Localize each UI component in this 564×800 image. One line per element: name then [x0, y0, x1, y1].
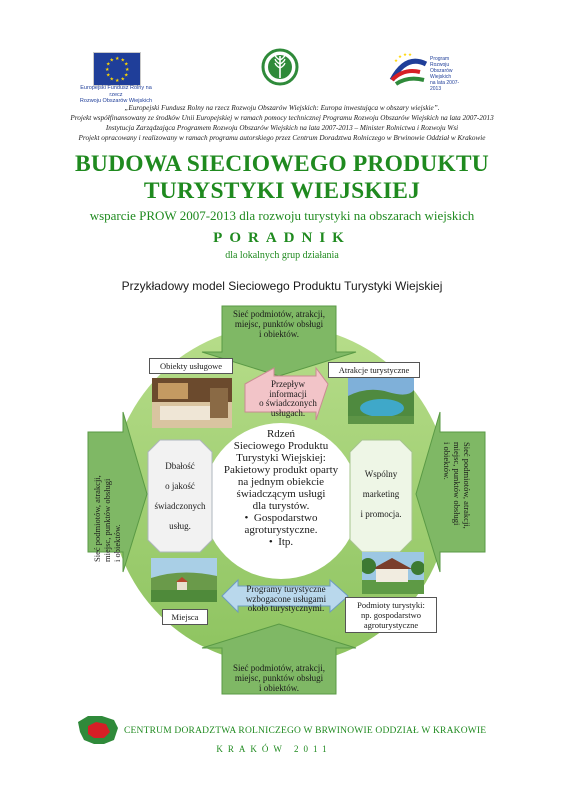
label-places: Miejsca [162, 609, 208, 625]
marketing-line: Wspólny [364, 469, 398, 479]
footer-organization: CENTRUM DORADZTWA ROLNICZEGO W BRWINOWIE ODDZIAŁ W KRAKOWIE [124, 726, 487, 736]
svg-text:★: ★ [105, 67, 110, 73]
prow-caption-line: Obszarów [430, 68, 453, 74]
svg-text:★: ★ [109, 57, 114, 64]
svg-text:★: ★ [398, 55, 403, 60]
info-flow-line: Przepływ [271, 379, 305, 389]
svg-text:★: ★ [115, 78, 120, 84]
label-tourist-attractions: Atrakcje turystyczne [328, 362, 420, 378]
network-line: i obiektów. [442, 442, 452, 480]
network-line: Sieć podmiotów, atrakcji, [462, 442, 472, 529]
core-line: na jednym obiekcie [237, 476, 325, 488]
quality-line: świadczonych [154, 501, 206, 511]
info-flow-line: usługach. [270, 407, 306, 418]
funding-line-1: „Europejski Fundusz Rolny na rzecz Rozwoju Obszarów Wiejskich: Europa inwestująca w obszary wiejskie”. [124, 104, 440, 112]
funding-line-2: Projekt współfinansowany ze środków Unii Europejskiej w ramach pomocy technicznej Programu Rozwoju Obszarów Wiejskich na lata 2007-2013 [70, 114, 494, 122]
marketing-line: i promocja. [360, 509, 402, 519]
network-line: i obiektów. [112, 524, 122, 562]
prow-caption-line: Program [430, 56, 450, 62]
core-line: Sieciowego Produktu [233, 440, 329, 452]
entities-line: Podmioty turystyki: [357, 600, 425, 610]
network-line: Sieć podmiotów, atrakcji, [233, 309, 325, 319]
svg-text:★: ★ [109, 76, 114, 83]
core-line: świadczącym usługi [236, 488, 326, 500]
network-line: Sieć podmiotów, atrakcji, [92, 475, 102, 562]
svg-text:★: ★ [125, 67, 130, 73]
lake-photo [348, 378, 414, 424]
programs-text [226, 585, 346, 614]
main-title-line-2: TURYSTYKI WIEJSKIEJ [143, 178, 421, 204]
svg-text:★: ★ [106, 61, 111, 68]
svg-text:★: ★ [106, 72, 111, 79]
eu-caption-line: Rozwoju Obszarów Wiejskich [79, 98, 153, 104]
label-service-objects: Obiekty usługowe [149, 358, 233, 374]
audience-line: dla lokalnych grup działania [225, 250, 339, 261]
entities-line: agroturystyczne [363, 620, 419, 630]
network-text-bottom [222, 663, 336, 693]
footer-place-year: KRAKÓW 2011 [216, 744, 332, 754]
core-bullet-item [214, 536, 348, 548]
svg-text:★: ★ [115, 56, 120, 62]
main-title-line-1: BUDOWA SIECIOWEGO PRODUKTU [75, 151, 489, 177]
funding-line-4: Projekt opracowany i realizowany w ramach programu autorskiego przez Centrum Doradztwa Rolniczego w Brwinowie Oddział w Krakowie [78, 134, 486, 142]
network-line: miejsc, punktów obsługi [102, 478, 112, 562]
core-bullet-text: Gospodarstwo [253, 512, 318, 524]
network-line: miejsc, punktów obsługi [234, 673, 324, 683]
info-flow-line: informacji [269, 388, 307, 399]
marketing-line: marketing [362, 489, 400, 499]
core-line: Pakietowy produkt oparty [223, 464, 339, 476]
prow-caption-line: na lata 2007-2013 [430, 80, 460, 92]
marketing-text [350, 464, 412, 524]
network-line: i obiektów. [259, 329, 299, 339]
prow-caption-line: Wiejskich [430, 74, 452, 80]
core-line: Rdzeń [266, 428, 296, 440]
svg-text:★: ★ [394, 59, 399, 64]
poland-map-logo [74, 712, 122, 748]
svg-text:★: ★ [124, 72, 129, 79]
prow-caption-line: Rozwoju [430, 62, 450, 68]
programs-line: około turystycznymi. [247, 603, 325, 613]
network-text-right [442, 442, 472, 562]
network-line: miejsc, punktów obsługi [234, 319, 324, 329]
quality-line: usług. [169, 521, 191, 531]
bullet-icon: • [268, 536, 279, 548]
entities-line: np. gospodarstwo [361, 610, 421, 620]
poradnik-heading: PORADNIK [213, 230, 351, 246]
quality-line: o jakość [165, 481, 195, 491]
bullet-icon: • [244, 512, 254, 524]
svg-text:★: ★ [124, 61, 129, 68]
svg-text:★: ★ [408, 53, 413, 58]
network-line: i obiektów. [259, 683, 299, 693]
network-line: Sieć podmiotów, atrakcji, [233, 663, 325, 673]
network-text-top [222, 309, 336, 339]
svg-text:★: ★ [120, 57, 125, 64]
subtitle: wsparcie PROW 2007-2013 dla rozwoju turystyki na obszarach wiejskich [89, 208, 475, 223]
network-line: miejsc, punktów obsługi [452, 442, 462, 526]
programs-line: wzbogacone usługami [245, 593, 327, 604]
diagram-heading: Przykładowy model Sieciowego Produktu Turystyki Wiejskiej [121, 279, 443, 293]
funding-line-3: Instytucja Zarządzająca Programem Rozwoju Obszarów Wiejskich na lata 2007-2013 – Minister Rolnictwa i Rozwoju Wsi [105, 124, 459, 132]
hotel-room-photo [152, 378, 232, 428]
programs-line: Programy turystyczne [246, 584, 326, 594]
core-line: dla turystów. [252, 500, 310, 512]
core-bullet-text: agroturystyczne. [244, 524, 318, 536]
eu-caption-line: Europejski Fundusz Rolny na rzecz [80, 85, 152, 98]
core-line: Turystyki Wiejskiej: [236, 452, 326, 464]
core-text [214, 428, 348, 548]
core-bullet-text: Itp. [278, 536, 294, 548]
farmhouse-photo [362, 552, 424, 594]
core-bullet-item [214, 512, 348, 524]
quality-text [148, 456, 212, 536]
svg-text:★: ★ [120, 76, 125, 83]
info-flow-text [247, 380, 329, 418]
village-photo [151, 558, 217, 602]
info-flow-line: o świadczonych [259, 398, 317, 408]
quality-line: Dbałość [165, 461, 195, 471]
network-text-left [92, 442, 122, 562]
svg-text:★: ★ [403, 53, 408, 58]
label-tourism-entities [345, 597, 437, 633]
